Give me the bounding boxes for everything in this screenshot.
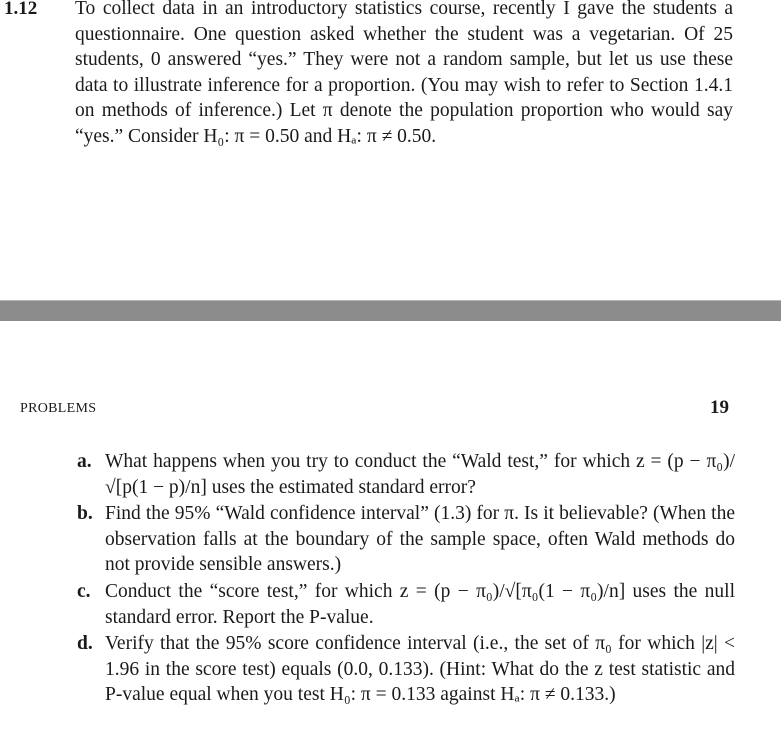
part-text: Find the 95% “Wald confidence interval” (1.3) for π. Is it believable? (When the observation falls at the boundary of the sample space, often Wald methods do not provide sensible answers.) xyxy=(105,503,735,576)
problem-part-d xyxy=(77,631,735,708)
part-text: Conduct the “score test,” for which z = (p − π₀)/√[π₀(1 − π₀)/n] uses the null standard error. Report the P-value. xyxy=(105,580,735,628)
problem-number: 1.12 xyxy=(4,0,38,19)
part-letter: a. xyxy=(77,451,92,472)
page-break-divider xyxy=(0,300,781,321)
running-head: PROBLEMS xyxy=(20,401,97,416)
part-letter: c. xyxy=(77,580,91,602)
problem-part-b xyxy=(77,501,735,578)
part-text: Verify that the 95% score confidence interval (i.e., the set of π₀ for which |z| < 1.96 in the score test) equals (0.0, 0.133). (Hint: What do the z test statistic and P-value equal when you test H₀: π = 0.133 against Hₐ: π ≠ 0.133.) xyxy=(105,633,735,706)
problem-part-c xyxy=(77,579,735,630)
part-letter: b. xyxy=(77,503,93,525)
part-letter: d. xyxy=(77,633,93,655)
problem-parts-list xyxy=(77,449,735,709)
page-number: 19 xyxy=(710,397,729,418)
part-text: What happens when you try to conduct the “Wald test,” for which z = (p − π₀)/√[p(1 − p)/n] uses the estimated standard error? xyxy=(105,451,735,498)
problem-statement: To collect data in an introductory statistics course, recently I gave the students a questionnaire. One question asked whether the student was a vegetarian. Of 25 students, 0 answered “yes.” They were not a random sample, but let us use these data to illustrate inference for a proportion. (You may wish to refer to Section 1.4.1 on methods of inference.) Let π denote the population proportion who would say “yes.” Consider H₀: π = 0.50 and Hₐ: π ≠ 0.50. xyxy=(75,0,733,147)
problem-part-a xyxy=(77,449,735,500)
